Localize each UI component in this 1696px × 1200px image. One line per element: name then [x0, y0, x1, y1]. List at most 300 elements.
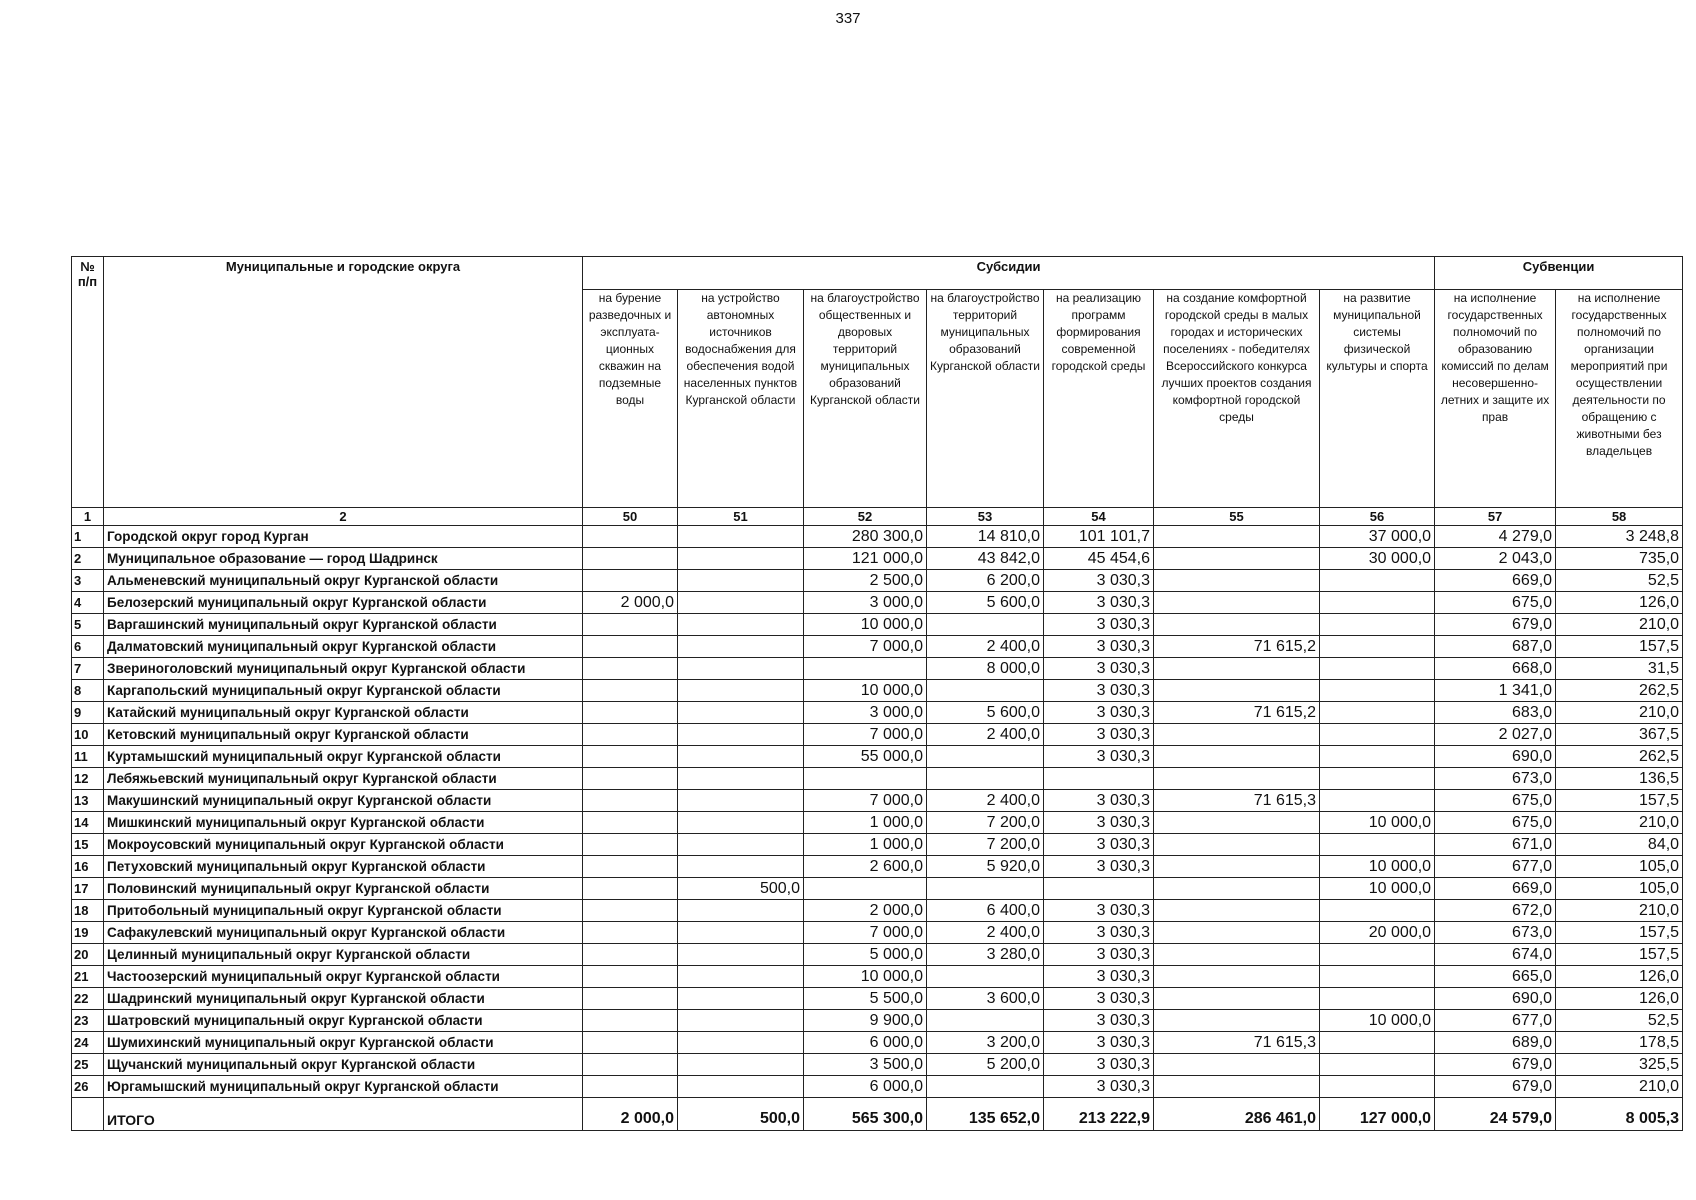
value-cell: 3 030,3 [1044, 680, 1154, 702]
value-cell: 7 000,0 [804, 790, 927, 812]
value-cell [1154, 746, 1320, 768]
value-cell [583, 900, 678, 922]
value-cell: 3 000,0 [804, 592, 927, 614]
value-cell: 5 000,0 [804, 944, 927, 966]
column-header-52: на благоустройство общественных и дворовых территорий муниципальных образований Курганской области [804, 290, 927, 508]
row-number: 1 [72, 526, 104, 548]
value-cell [1320, 900, 1435, 922]
value-cell [1320, 834, 1435, 856]
value-cell: 262,5 [1556, 746, 1683, 768]
value-cell [1320, 790, 1435, 812]
row-number: 9 [72, 702, 104, 724]
value-cell: 10 000,0 [804, 966, 927, 988]
value-cell: 3 030,3 [1044, 790, 1154, 812]
value-cell [583, 856, 678, 878]
row-number: 16 [72, 856, 104, 878]
district-name: Шадринский муниципальный округ Курганской области [104, 988, 583, 1010]
value-cell: 7 000,0 [804, 922, 927, 944]
value-cell: 10 000,0 [1320, 856, 1435, 878]
district-name: Притобольный муниципальный округ Курганской области [104, 900, 583, 922]
district-name: Петуховский муниципальный округ Курганской области [104, 856, 583, 878]
row-number: 10 [72, 724, 104, 746]
value-cell [678, 790, 804, 812]
row-number: 13 [72, 790, 104, 812]
value-cell [1154, 966, 1320, 988]
district-name: Катайский муниципальный округ Курганской области [104, 702, 583, 724]
value-cell: 2 000,0 [583, 592, 678, 614]
value-cell: 3 030,3 [1044, 592, 1154, 614]
value-cell: 325,5 [1556, 1054, 1683, 1076]
district-name: Шатровский муниципальный округ Курганской области [104, 1010, 583, 1032]
value-cell: 3 280,0 [927, 944, 1044, 966]
value-cell [678, 1054, 804, 1076]
value-cell: 673,0 [1435, 922, 1556, 944]
value-cell [1154, 768, 1320, 790]
value-cell: 3 500,0 [804, 1054, 927, 1076]
value-cell: 7 000,0 [804, 724, 927, 746]
total-value: 500,0 [678, 1098, 804, 1131]
table-row [72, 900, 1683, 922]
value-cell: 45 454,6 [1044, 548, 1154, 570]
value-cell: 675,0 [1435, 790, 1556, 812]
value-cell [583, 702, 678, 724]
column-number: 50 [583, 508, 678, 526]
row-number: 17 [72, 878, 104, 900]
value-cell [583, 878, 678, 900]
value-cell [583, 768, 678, 790]
value-cell: 690,0 [1435, 746, 1556, 768]
value-cell: 679,0 [1435, 614, 1556, 636]
value-cell: 30 000,0 [1320, 548, 1435, 570]
value-cell [804, 878, 927, 900]
value-cell [583, 922, 678, 944]
table-row [72, 922, 1683, 944]
table-row [72, 680, 1683, 702]
value-cell: 2 027,0 [1435, 724, 1556, 746]
value-cell: 3 030,3 [1044, 1010, 1154, 1032]
value-cell: 9 900,0 [804, 1010, 927, 1032]
value-cell: 210,0 [1556, 614, 1683, 636]
value-cell [678, 1010, 804, 1032]
value-cell: 669,0 [1435, 878, 1556, 900]
row-number: 11 [72, 746, 104, 768]
value-cell: 3 030,3 [1044, 988, 1154, 1010]
table-row [72, 636, 1683, 658]
value-cell [1320, 592, 1435, 614]
value-cell [678, 614, 804, 636]
value-cell: 1 000,0 [804, 834, 927, 856]
value-cell: 6 000,0 [804, 1032, 927, 1054]
value-cell [1320, 614, 1435, 636]
value-cell [1154, 658, 1320, 680]
value-cell: 3 600,0 [927, 988, 1044, 1010]
value-cell: 500,0 [678, 878, 804, 900]
value-cell [1320, 570, 1435, 592]
total-value: 565 300,0 [804, 1098, 927, 1131]
value-cell: 5 600,0 [927, 702, 1044, 724]
value-cell: 3 030,3 [1044, 1076, 1154, 1098]
value-cell [678, 900, 804, 922]
row-number: 19 [72, 922, 104, 944]
value-cell [583, 658, 678, 680]
value-cell [1154, 856, 1320, 878]
district-name: Сафакулевский муниципальный округ Курганской области [104, 922, 583, 944]
column-header-55: на создание комфортной городской среды в малых городах и исторических поселениях - победителях Всероссийского конкурса лучших проектов создания комфортной городской среды [1154, 290, 1320, 508]
value-cell: 679,0 [1435, 1054, 1556, 1076]
value-cell [1154, 900, 1320, 922]
value-cell [1154, 570, 1320, 592]
value-cell [1320, 658, 1435, 680]
value-cell: 3 030,3 [1044, 1032, 1154, 1054]
column-number: 53 [927, 508, 1044, 526]
total-value: 135 652,0 [927, 1098, 1044, 1131]
table-row [72, 592, 1683, 614]
value-cell [927, 878, 1044, 900]
value-cell: 210,0 [1556, 900, 1683, 922]
value-cell: 6 000,0 [804, 1076, 927, 1098]
value-cell: 52,5 [1556, 570, 1683, 592]
value-cell [678, 658, 804, 680]
column-header-50: на бурение разведочных и эксплуата-ционных скважин на подземные воды [583, 290, 678, 508]
value-cell [583, 1032, 678, 1054]
value-cell: 3 030,3 [1044, 636, 1154, 658]
value-cell [1154, 812, 1320, 834]
value-cell: 105,0 [1556, 878, 1683, 900]
value-cell [927, 1010, 1044, 1032]
value-cell: 52,5 [1556, 1010, 1683, 1032]
value-cell [1044, 768, 1154, 790]
row-number: 8 [72, 680, 104, 702]
value-cell: 3 030,3 [1044, 812, 1154, 834]
value-cell: 669,0 [1435, 570, 1556, 592]
value-cell [1320, 944, 1435, 966]
value-cell: 157,5 [1556, 790, 1683, 812]
value-cell [678, 746, 804, 768]
table-row [72, 1054, 1683, 1076]
row-number: 22 [72, 988, 104, 1010]
value-cell: 677,0 [1435, 1010, 1556, 1032]
column-header-58: на исполнение государственных полномочий по организации мероприятий при осуществлении деятельности по обращению с животными без владельцев [1556, 290, 1683, 508]
value-cell [678, 1032, 804, 1054]
value-cell: 3 030,3 [1044, 702, 1154, 724]
row-number: 7 [72, 658, 104, 680]
value-cell: 2 400,0 [927, 636, 1044, 658]
value-cell [1154, 614, 1320, 636]
value-cell: 55 000,0 [804, 746, 927, 768]
value-cell: 157,5 [1556, 922, 1683, 944]
value-cell [583, 966, 678, 988]
value-cell [1154, 1010, 1320, 1032]
column-header-districts: Муниципальные и городские округа [104, 257, 583, 508]
value-cell [1154, 724, 1320, 746]
value-cell: 3 030,3 [1044, 944, 1154, 966]
total-row [72, 1098, 1683, 1131]
district-name: Частоозерский муниципальный округ Курганской области [104, 966, 583, 988]
value-cell [1154, 834, 1320, 856]
value-cell: 3 030,3 [1044, 900, 1154, 922]
value-cell [1044, 878, 1154, 900]
value-cell [678, 526, 804, 548]
value-cell: 675,0 [1435, 592, 1556, 614]
row-number: 4 [72, 592, 104, 614]
value-cell: 10 000,0 [804, 680, 927, 702]
value-cell [1154, 526, 1320, 548]
value-cell [678, 724, 804, 746]
district-name: Муниципальное образование — город Шадринск [104, 548, 583, 570]
value-cell: 673,0 [1435, 768, 1556, 790]
value-cell [678, 834, 804, 856]
total-empty-cell [72, 1098, 104, 1131]
value-cell: 101 101,7 [1044, 526, 1154, 548]
value-cell [583, 570, 678, 592]
table-row [72, 812, 1683, 834]
total-value: 127 000,0 [1320, 1098, 1435, 1131]
row-number: 26 [72, 1076, 104, 1098]
column-header-54: на реализацию программ формирования современной городской среды [1044, 290, 1154, 508]
value-cell [1320, 680, 1435, 702]
row-number: 23 [72, 1010, 104, 1032]
value-cell [678, 812, 804, 834]
value-cell: 668,0 [1435, 658, 1556, 680]
value-cell [927, 680, 1044, 702]
value-cell [1320, 1032, 1435, 1054]
row-number: 6 [72, 636, 104, 658]
value-cell [927, 768, 1044, 790]
value-cell [678, 988, 804, 1010]
value-cell: 367,5 [1556, 724, 1683, 746]
value-cell [804, 658, 927, 680]
value-cell [583, 680, 678, 702]
page-number: 337 [835, 10, 861, 27]
value-cell: 3 000,0 [804, 702, 927, 724]
value-cell [1320, 746, 1435, 768]
value-cell: 683,0 [1435, 702, 1556, 724]
group-header-subventions: Субвенции [1435, 257, 1683, 290]
table-row [72, 988, 1683, 1010]
value-cell [583, 834, 678, 856]
value-cell [678, 702, 804, 724]
value-cell: 43 842,0 [927, 548, 1044, 570]
table-row [72, 768, 1683, 790]
value-cell [927, 1076, 1044, 1098]
row-number: 12 [72, 768, 104, 790]
value-cell: 3 030,3 [1044, 966, 1154, 988]
value-cell [804, 768, 927, 790]
value-cell [1320, 724, 1435, 746]
value-cell: 126,0 [1556, 966, 1683, 988]
value-cell: 5 920,0 [927, 856, 1044, 878]
value-cell: 675,0 [1435, 812, 1556, 834]
value-cell: 3 030,3 [1044, 922, 1154, 944]
value-cell: 689,0 [1435, 1032, 1556, 1054]
value-cell: 665,0 [1435, 966, 1556, 988]
value-cell: 687,0 [1435, 636, 1556, 658]
table-row [72, 966, 1683, 988]
table-row [72, 790, 1683, 812]
value-cell [678, 1076, 804, 1098]
budget-table [71, 256, 1683, 1131]
value-cell [1154, 680, 1320, 702]
total-value: 2 000,0 [583, 1098, 678, 1131]
value-cell [1320, 1054, 1435, 1076]
value-cell: 121 000,0 [804, 548, 927, 570]
district-name: Куртамышский муниципальный округ Курганской области [104, 746, 583, 768]
value-cell: 2 043,0 [1435, 548, 1556, 570]
value-cell: 105,0 [1556, 856, 1683, 878]
value-cell [678, 768, 804, 790]
value-cell [583, 1076, 678, 1098]
value-cell: 10 000,0 [1320, 1010, 1435, 1032]
value-cell: 735,0 [1556, 548, 1683, 570]
value-cell [583, 790, 678, 812]
value-cell [583, 1054, 678, 1076]
value-cell: 20 000,0 [1320, 922, 1435, 944]
value-cell [1154, 922, 1320, 944]
value-cell [1154, 592, 1320, 614]
value-cell [1154, 1054, 1320, 1076]
value-cell: 10 000,0 [1320, 812, 1435, 834]
value-cell [583, 724, 678, 746]
table-row [72, 702, 1683, 724]
district-name: Щучанский муниципальный округ Курганской области [104, 1054, 583, 1076]
value-cell [678, 680, 804, 702]
value-cell [678, 944, 804, 966]
value-cell [927, 746, 1044, 768]
value-cell [583, 988, 678, 1010]
value-cell [1154, 878, 1320, 900]
value-cell: 2 000,0 [804, 900, 927, 922]
total-value: 286 461,0 [1154, 1098, 1320, 1131]
value-cell: 6 400,0 [927, 900, 1044, 922]
value-cell: 3 030,3 [1044, 570, 1154, 592]
table-row [72, 746, 1683, 768]
district-name: Альменевский муниципальный округ Курганской области [104, 570, 583, 592]
value-cell: 674,0 [1435, 944, 1556, 966]
district-name: Звериноголовский муниципальный округ Курганской области [104, 658, 583, 680]
value-cell: 1 341,0 [1435, 680, 1556, 702]
value-cell: 10 000,0 [1320, 878, 1435, 900]
value-cell: 4 279,0 [1435, 526, 1556, 548]
total-value: 8 005,3 [1556, 1098, 1683, 1131]
total-value: 213 222,9 [1044, 1098, 1154, 1131]
value-cell: 5 600,0 [927, 592, 1044, 614]
value-cell: 2 500,0 [804, 570, 927, 592]
value-cell: 679,0 [1435, 1076, 1556, 1098]
total-label: ИТОГО [104, 1098, 583, 1131]
column-number: 51 [678, 508, 804, 526]
value-cell: 14 810,0 [927, 526, 1044, 548]
table-row [72, 614, 1683, 636]
row-number: 15 [72, 834, 104, 856]
column-header-number: № п/п [72, 257, 104, 508]
column-number: 1 [72, 508, 104, 526]
value-cell: 5 200,0 [927, 1054, 1044, 1076]
value-cell: 7 200,0 [927, 812, 1044, 834]
value-cell: 3 030,3 [1044, 724, 1154, 746]
value-cell: 71 615,2 [1154, 702, 1320, 724]
value-cell [1154, 944, 1320, 966]
value-cell: 210,0 [1556, 702, 1683, 724]
district-name: Половинский муниципальный округ Курганской области [104, 878, 583, 900]
value-cell [1154, 988, 1320, 1010]
row-number: 2 [72, 548, 104, 570]
row-number: 14 [72, 812, 104, 834]
value-cell [1320, 768, 1435, 790]
value-cell: 7 200,0 [927, 834, 1044, 856]
value-cell: 2 400,0 [927, 724, 1044, 746]
value-cell [1154, 548, 1320, 570]
value-cell: 3 030,3 [1044, 834, 1154, 856]
value-cell [583, 812, 678, 834]
value-cell [678, 592, 804, 614]
row-number: 5 [72, 614, 104, 636]
row-number: 24 [72, 1032, 104, 1054]
value-cell [927, 614, 1044, 636]
value-cell: 2 400,0 [927, 790, 1044, 812]
column-number: 58 [1556, 508, 1683, 526]
value-cell [583, 614, 678, 636]
value-cell: 3 030,3 [1044, 856, 1154, 878]
value-cell [1320, 966, 1435, 988]
value-cell: 210,0 [1556, 1076, 1683, 1098]
value-cell: 136,5 [1556, 768, 1683, 790]
value-cell [583, 526, 678, 548]
value-cell: 671,0 [1435, 834, 1556, 856]
value-cell [678, 922, 804, 944]
value-cell [583, 944, 678, 966]
column-header-53: на благоустройство территорий муниципальных образований Курганской области [927, 290, 1044, 508]
column-number: 55 [1154, 508, 1320, 526]
value-cell: 262,5 [1556, 680, 1683, 702]
value-cell: 2 600,0 [804, 856, 927, 878]
table-row [72, 1032, 1683, 1054]
value-cell [678, 636, 804, 658]
value-cell: 280 300,0 [804, 526, 927, 548]
table-row [72, 570, 1683, 592]
value-cell: 2 400,0 [927, 922, 1044, 944]
value-cell: 37 000,0 [1320, 526, 1435, 548]
value-cell: 157,5 [1556, 944, 1683, 966]
district-name: Мишкинский муниципальный округ Курганской области [104, 812, 583, 834]
value-cell: 3 030,3 [1044, 1054, 1154, 1076]
column-number: 57 [1435, 508, 1556, 526]
table-row [72, 1010, 1683, 1032]
value-cell [678, 966, 804, 988]
value-cell: 3 200,0 [927, 1032, 1044, 1054]
value-cell [678, 856, 804, 878]
value-cell: 5 500,0 [804, 988, 927, 1010]
value-cell [1320, 988, 1435, 1010]
table-row [72, 856, 1683, 878]
value-cell [1320, 1076, 1435, 1098]
value-cell: 3 030,3 [1044, 658, 1154, 680]
value-cell [583, 636, 678, 658]
value-cell [583, 1010, 678, 1032]
district-name: Далматовский муниципальный округ Курганской области [104, 636, 583, 658]
value-cell: 210,0 [1556, 812, 1683, 834]
value-cell [583, 548, 678, 570]
value-cell: 126,0 [1556, 988, 1683, 1010]
district-name: Кетовский муниципальный округ Курганской области [104, 724, 583, 746]
column-header-57: на исполнение государственных полномочий по образованию комиссий по делам несовершенно-летних и защите их прав [1435, 290, 1556, 508]
value-cell: 126,0 [1556, 592, 1683, 614]
value-cell: 3 030,3 [1044, 746, 1154, 768]
district-name: Юргамышский муниципальный округ Курганской области [104, 1076, 583, 1098]
value-cell: 71 615,3 [1154, 1032, 1320, 1054]
group-header-subsidies: Субсидии [583, 257, 1435, 290]
column-header-51: на устройство автономных источников водоснабжения для обеспечения водой населенных пунктов Курганской области [678, 290, 804, 508]
row-number: 25 [72, 1054, 104, 1076]
